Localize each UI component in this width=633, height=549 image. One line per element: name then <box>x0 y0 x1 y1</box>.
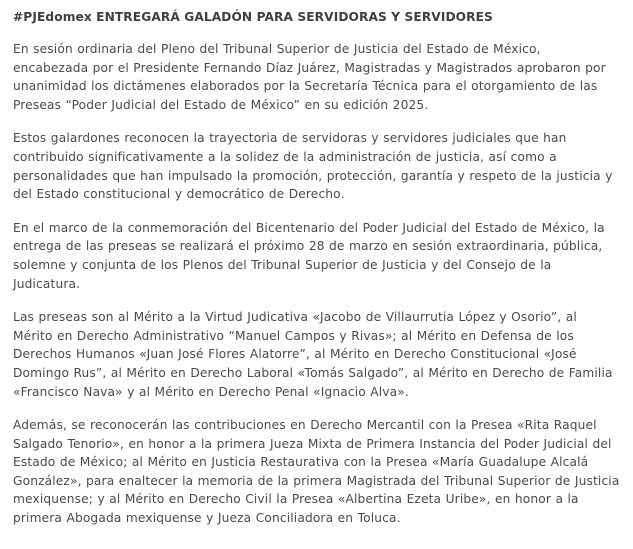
paragraph-additional-awards: Además, se reconocerán las contribuciones en Derecho Mercantil con la Presea «Rita Raquel Salgado Tenorio», en honor a la primera Jueza Mixta de Primera Instancia del Poder Judicial del Estado de México; al Mérito en Justicia Restaurativa con la Presea «María Guadalupe Alcalá González», para enaltecer la memoria de la primera Magistrada del Tribunal Superior de Justicia mexiquense; y al Mérito en Derecho Civil la Presea «Albertina Ezeta Uribe», en honor a la primera Abogada mexiquense y Jueza Conciliadora en Toluca. <box>13 418 620 526</box>
paragraph-bicentennial: En el marco de la conmemoración del Bicentenario del Poder Judicial del Estado de México, la entrega de las preseas se realizará el próximo 28 de marzo en sesión extraordinaria, pública, solemne y conjunta de los Plenos del Tribunal Superior de Justicia y del Consejo de la Judicatura. <box>13 220 605 291</box>
paragraph-recognition: Estos galardones reconocen la trayectoria de servidoras y servidores judiciales que han contribuido significativamente a la solidez de la administración de justicia, así como a personalidades que han impulsado la promoción, protección, garantía y respeto de la justicia y del Estado constitucional y democrático de Derecho. <box>13 131 613 202</box>
paragraph-award-list: Las preseas son al Mérito a la Virtud Judicativa «Jacobo de Villaurrutia López y Osorio”, al Mérito en Derecho Administrativo “Manuel Campos y Rivas»; al Mérito en Defensa de los Derechos Humanos «Juan José Flores Alatorre”, al Mérito en Derecho Constitucional «José Domingo Rus”, al Mérito en Derecho Laboral «Tomás Salgado”, al Mérito en Derecho de Familia «Francisco Nava» y al Mérito en Derecho Penal «Ignacio Alva». <box>13 310 613 399</box>
article-headline: #PJEdomex ENTREGARÁ GALADÓN PARA SERVIDORAS Y SERVIDORES <box>13 10 493 24</box>
paragraph-session: En sesión ordinaria del Pleno del Tribunal Superior de Justicia del Estado de México, encabezada por el Presidente Fernando Díaz Juárez, Magistradas y Magistrados aprobaron por unanimidad los dictámenes elaborados por la Secretaría Técnica para el otorgamiento de las Preseas “Poder Judicial del Estado de México” en su edición 2025. <box>13 42 606 112</box>
